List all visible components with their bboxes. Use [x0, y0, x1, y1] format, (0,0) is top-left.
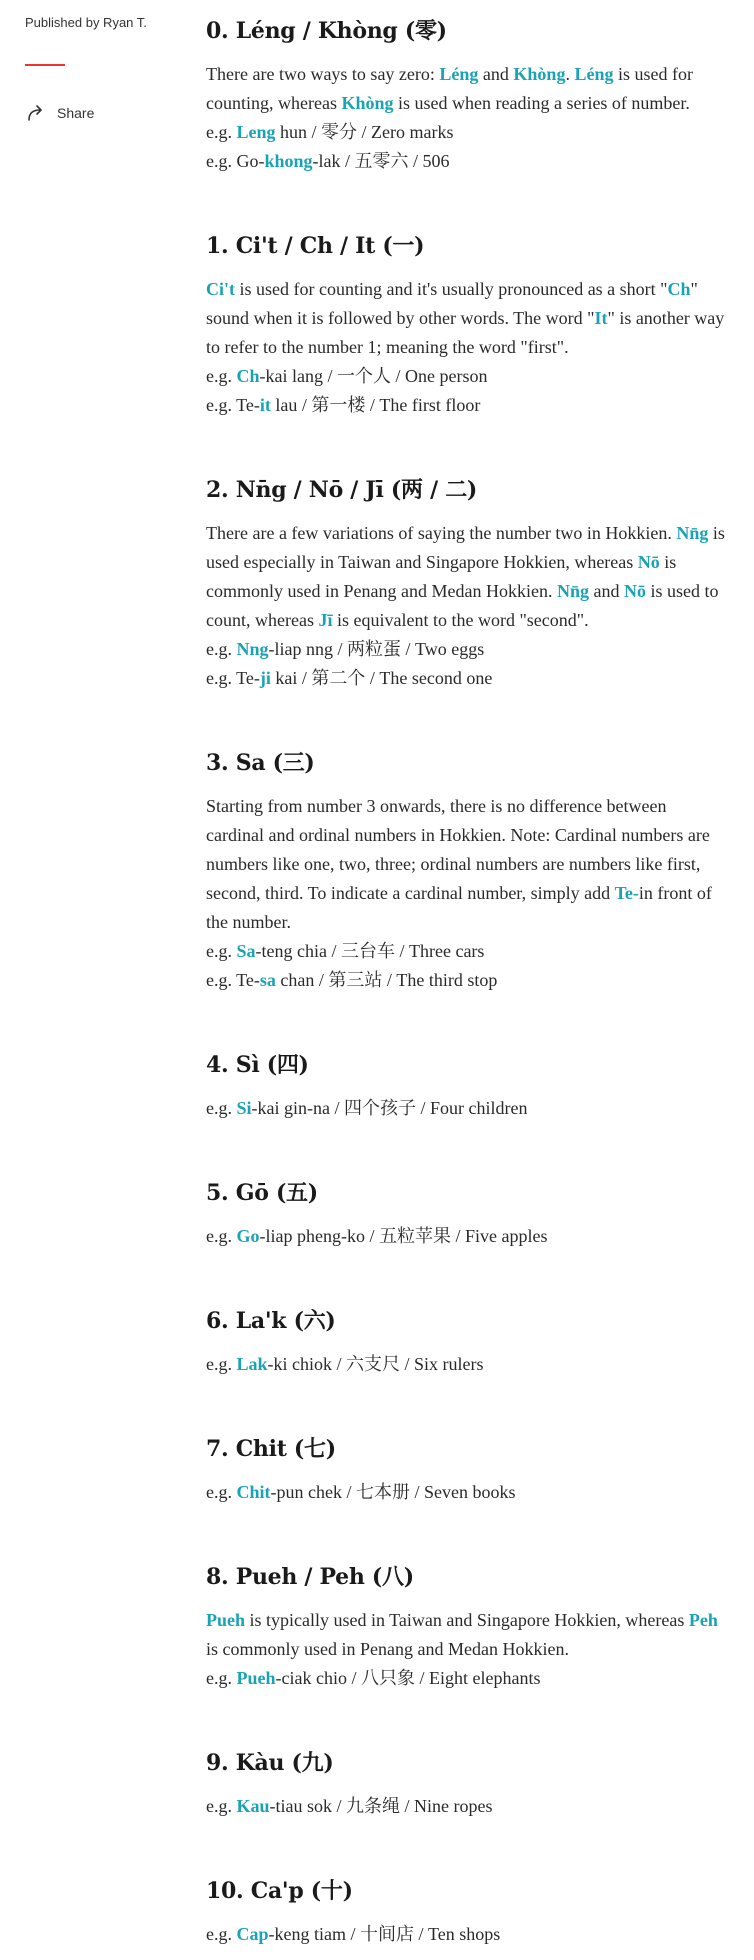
- example-line: [206, 1920, 726, 1949]
- example-line: [206, 1478, 726, 1507]
- text-segment: -kai lang / 一个人 / One person: [259, 366, 488, 386]
- text-segment: e.g.: [206, 122, 237, 142]
- text-segment: Starting from number 3 onwards, there is no difference between cardinal and ordinal numbers in Hokkien. Note: Cardinal numbers are numbers like one, two, three; ordinal numbers are numbers like first, second, third. To indicate a cardinal number, simply add: [206, 796, 710, 903]
- example-line: [206, 1094, 726, 1123]
- section-heading: 1. Ci't / Ch / It (一): [206, 233, 425, 259]
- number-section: [206, 229, 726, 420]
- article-sidebar: [25, 14, 175, 124]
- text-segment: There are two ways to say zero:: [206, 64, 440, 84]
- number-section: [206, 1874, 726, 1949]
- text-segment: is used for counting and it's usually pronounced as a short ": [235, 279, 668, 299]
- text-segment: e.g.: [206, 1668, 237, 1688]
- highlighted-term: Khòng: [513, 64, 566, 84]
- text-segment: -lak / 五零六 / 506: [312, 151, 450, 171]
- section-heading: 2. Nn̄g / Nō / Jī (两 / 二): [206, 477, 478, 503]
- number-section: [206, 1176, 726, 1251]
- text-segment: e.g.: [206, 1226, 237, 1246]
- text-segment: -liap pheng-ko / 五粒苹果 / Five apples: [259, 1226, 548, 1246]
- accent-divider: [25, 64, 65, 66]
- example-line: [206, 391, 726, 420]
- example-line: [206, 635, 726, 664]
- text-segment: and: [478, 64, 514, 84]
- highlighted-term: Kau: [236, 1796, 270, 1816]
- explanation-text: [206, 275, 726, 362]
- highlighted-term: Nn̄g: [556, 581, 589, 601]
- highlighted-term: Nō: [637, 552, 660, 572]
- example-line: [206, 147, 726, 176]
- section-heading: 5. Gō (五): [206, 1180, 318, 1206]
- text-segment: is used for counting, whereas: [206, 64, 693, 113]
- text-segment: is used when reading a series of number.: [393, 93, 690, 113]
- text-segment: is commonly used in Penang and Medan Hokkien.: [206, 552, 677, 601]
- text-segment: -teng chia / 三台车 / Three cars: [255, 941, 485, 961]
- share-button[interactable]: [25, 102, 115, 124]
- highlighted-term: sa: [259, 970, 276, 990]
- share-arrow-icon: [25, 102, 47, 124]
- text-segment: e.g.: [206, 1354, 237, 1374]
- text-segment: e.g.: [206, 366, 237, 386]
- highlighted-term: Peh: [688, 1610, 718, 1630]
- number-section: [206, 1432, 726, 1507]
- highlighted-term: Pueh: [236, 1668, 276, 1688]
- text-segment: -keng tiam / 十间店 / Ten shops: [268, 1924, 501, 1944]
- section-heading: 8. Pueh / Peh (八): [206, 1564, 414, 1590]
- section-heading: 3. Sa (三): [206, 750, 315, 776]
- text-segment: " is another way to refer to the number 1; meaning the word "first".: [206, 308, 725, 357]
- text-segment: " sound when it is followed by other words. The word ": [206, 279, 698, 328]
- example-line: [206, 792, 726, 937]
- number-section: [206, 473, 726, 693]
- text-segment: e.g.: [206, 639, 237, 659]
- text-segment: is used to count, whereas: [206, 581, 719, 630]
- text-segment: -kai gin-na / 四个孩子 / Four children: [251, 1098, 528, 1118]
- text-segment: and: [588, 581, 624, 601]
- share-label: Share: [57, 105, 95, 121]
- text-segment: -liap nng / 两粒蛋 / Two eggs: [268, 639, 485, 659]
- highlighted-term: Léng: [574, 64, 614, 84]
- text-segment: e.g.: [206, 1482, 237, 1502]
- number-section: [206, 746, 726, 995]
- text-segment: e.g.: [206, 1924, 237, 1944]
- text-segment: e.g. Te-: [206, 668, 260, 688]
- explanation-text: [206, 519, 726, 635]
- text-segment: chan / 第三站 / The third stop: [275, 970, 498, 990]
- highlighted-term: Nn̄g: [676, 523, 709, 543]
- number-section: [206, 1304, 726, 1379]
- article-body: [206, 14, 726, 1949]
- section-heading: 9. Kàu (九): [206, 1750, 334, 1776]
- example-line: [206, 664, 726, 693]
- section-heading: 7. Chit (七): [206, 1436, 336, 1462]
- number-section: [206, 1746, 726, 1821]
- highlighted-term: Nō: [623, 581, 646, 601]
- highlighted-term: Leng: [236, 122, 276, 142]
- example-line: [206, 362, 726, 391]
- text-segment: e.g. Te-: [206, 395, 260, 415]
- text-segment: e.g.: [206, 1796, 237, 1816]
- example-line: [206, 1350, 726, 1379]
- text-segment: There are a few variations of saying the number two in Hokkien.: [206, 523, 677, 543]
- highlighted-term: Si: [236, 1098, 252, 1118]
- highlighted-term: Sa: [236, 941, 256, 961]
- text-segment: e.g.: [206, 1098, 237, 1118]
- highlighted-term: Ch: [667, 279, 691, 299]
- example-line: [206, 937, 726, 966]
- highlighted-term: ji: [259, 668, 271, 688]
- highlighted-term: Chit: [236, 1482, 271, 1502]
- text-segment: kai / 第二个 / The second one: [270, 668, 493, 688]
- section-heading: 0. Léng / Khòng (零): [206, 18, 447, 44]
- highlighted-term: Ch: [236, 366, 260, 386]
- text-segment: hun / 零分 / Zero marks: [275, 122, 454, 142]
- text-segment: is commonly used in Penang and Medan Hokkien.: [206, 1639, 569, 1659]
- example-line: [206, 966, 726, 995]
- text-segment: e.g.: [206, 941, 237, 961]
- highlighted-term: Cap: [236, 1924, 269, 1944]
- highlighted-term: Go: [236, 1226, 260, 1246]
- explanation-text: [206, 1606, 726, 1664]
- text-segment: .: [565, 64, 575, 84]
- number-section: [206, 14, 726, 176]
- text-segment: e.g. Go-: [206, 151, 265, 171]
- section-heading: 10. Ca'p (十): [206, 1878, 353, 1904]
- example-line: [206, 1664, 726, 1693]
- text-segment: -ki chiok / 六支尺 / Six rulers: [267, 1354, 484, 1374]
- highlighted-term: Jī: [318, 610, 333, 630]
- section-heading: 6. La'k (六): [206, 1308, 336, 1334]
- highlighted-term: Te-: [614, 883, 639, 903]
- highlighted-term: Nng: [236, 639, 269, 659]
- highlighted-term: Léng: [439, 64, 479, 84]
- text-segment: -tiau sok / 九条绳 / Nine ropes: [269, 1796, 493, 1816]
- highlighted-term: Ci't: [206, 279, 235, 299]
- number-section: [206, 1048, 726, 1123]
- example-line: [206, 1222, 726, 1251]
- text-segment: e.g. Te-: [206, 970, 260, 990]
- explanation-text: [206, 60, 726, 118]
- text-segment: is typically used in Taiwan and Singapore Hokkien, whereas: [245, 1610, 689, 1630]
- section-heading: 4. Sì (四): [206, 1052, 309, 1078]
- highlighted-term: khong: [264, 151, 313, 171]
- highlighted-term: it: [259, 395, 271, 415]
- example-line: [206, 118, 726, 147]
- text-segment: lau / 第一楼 / The first floor: [270, 395, 481, 415]
- highlighted-term: Khòng: [341, 93, 394, 113]
- text-segment: -ciak chio / 八只象 / Eight elephants: [275, 1668, 541, 1688]
- highlighted-term: Pueh: [206, 1610, 246, 1630]
- text-segment: -pun chek / 七本册 / Seven books: [270, 1482, 516, 1502]
- number-section: [206, 1560, 726, 1693]
- highlighted-term: Lak: [236, 1354, 268, 1374]
- text-segment: is equivalent to the word "second".: [332, 610, 589, 630]
- text-segment: is used especially in Taiwan and Singapore Hokkien, whereas: [206, 523, 725, 572]
- example-line: [206, 1792, 726, 1821]
- text-segment: in front of the number.: [206, 883, 712, 932]
- highlighted-term: It: [594, 308, 608, 328]
- author-byline: Published by Ryan T.: [25, 15, 147, 30]
